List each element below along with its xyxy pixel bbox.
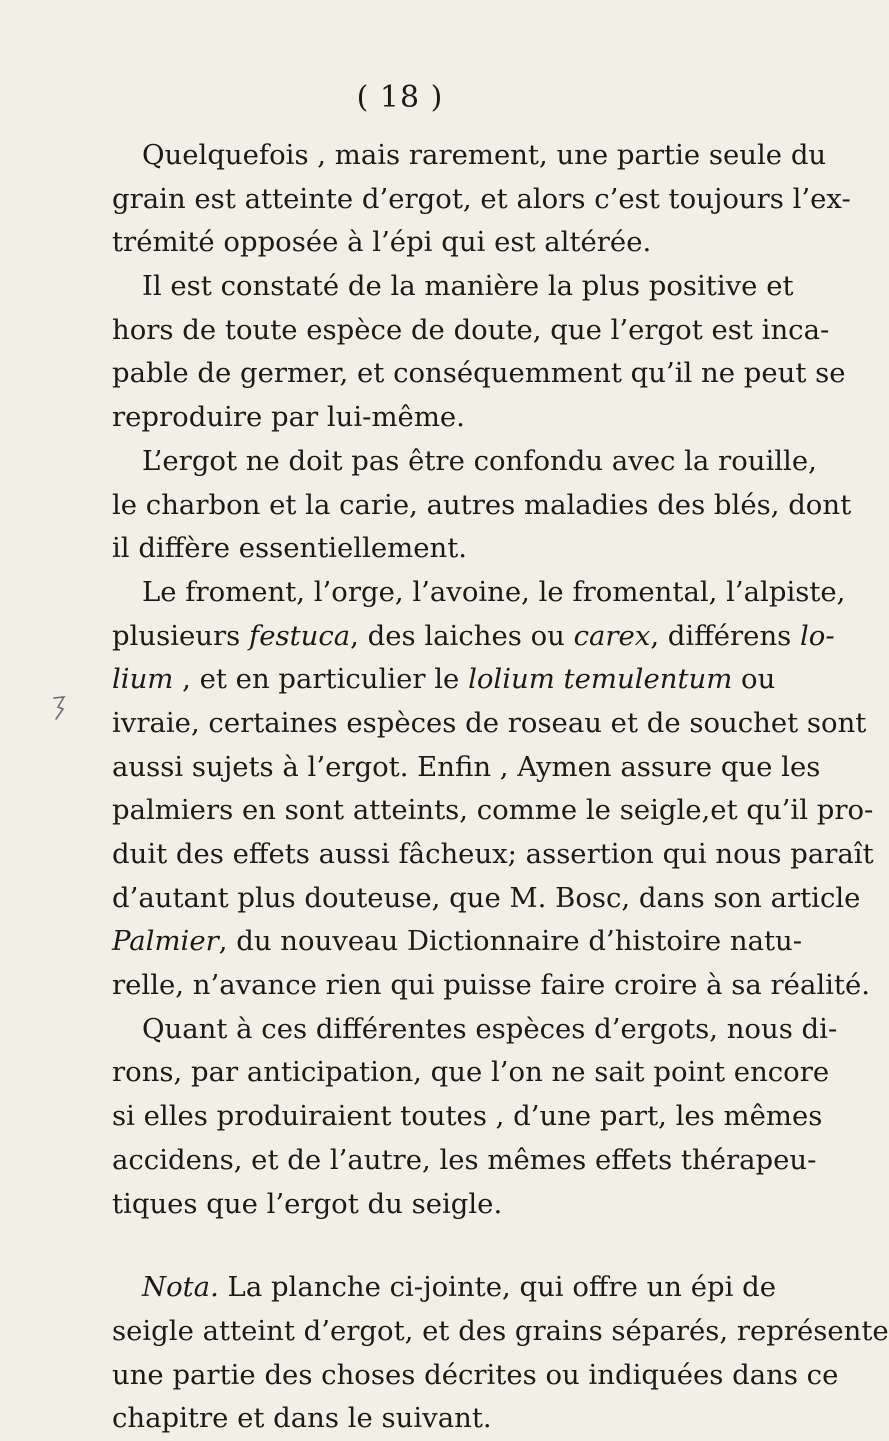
text-segment: ivraie, certaines espèces de roseau et de souchet sont: [112, 706, 867, 739]
text-segment: si elles produiraient toutes , d’une part, les mêmes: [112, 1100, 823, 1133]
text-segment: plusieurs: [112, 619, 250, 652]
italic-term: Nota.: [142, 1271, 219, 1304]
text-line: [112, 440, 817, 484]
text-segment: , et en particulier le: [173, 663, 469, 696]
text-segment: chapitre et dans le suivant.: [112, 1402, 492, 1435]
text-segment: d’autant plus douteuse, que M. Bosc, dans son article: [112, 881, 861, 914]
italic-term: festuca: [249, 619, 351, 652]
text-line: [112, 1266, 777, 1310]
page-number: ( 18 ): [356, 80, 444, 115]
text-segment: relle, n’avance rien qui puisse faire croire à sa réalité.: [112, 969, 870, 1002]
margin-pencil-mark: [52, 695, 66, 721]
text-line: [112, 134, 827, 178]
text-line: [112, 746, 821, 790]
text-line: [112, 1051, 830, 1095]
italic-term: lolium temulentum: [468, 663, 733, 696]
text-segment: ou: [732, 663, 776, 696]
text-line: [112, 877, 861, 921]
text-segment: , différens: [650, 619, 801, 652]
text-segment: , du nouveau Dictionnaire d’histoire natu-: [218, 925, 803, 958]
text-line: [112, 920, 803, 964]
italic-term: lo-: [800, 619, 835, 652]
text-line: [112, 484, 852, 528]
text-segment: il diffère essentiellement.: [112, 532, 468, 565]
text-segment: Quant à ces différentes espèces d’ergots, nous di-: [142, 1012, 838, 1045]
text-line: [112, 1397, 752, 1441]
text-line: [112, 1310, 889, 1354]
text-segment: Il est constaté de la manière la plus positive et: [142, 270, 794, 303]
text-segment: une partie des choses décrites ou indiquées dans ce: [112, 1358, 839, 1391]
italic-term: Palmier: [112, 925, 219, 958]
text-line: [112, 615, 835, 659]
text-line: [112, 178, 851, 222]
text-line: [112, 221, 752, 265]
text-segment: La planche ci-jointe, qui offre un épi de: [218, 1271, 777, 1304]
text-line: [112, 396, 752, 440]
text-line: [112, 658, 776, 702]
text-segment: , des laiches ou: [350, 619, 574, 652]
text-segment: seigle atteint d’ergot, et des grains séparés, représente: [112, 1314, 889, 1347]
text-segment: aussi sujets à l’ergot. Enfin , Aymen assure que les: [112, 750, 821, 783]
text-line: [112, 1095, 823, 1139]
text-line: [112, 352, 846, 396]
text-line: [112, 309, 830, 353]
text-segment: duit des effets aussi fâcheux; assertion qui nous paraît: [112, 838, 874, 870]
text-line: [112, 265, 794, 309]
text-segment: accidens, et de l’autre, les mêmes effets thérapeu-: [112, 1143, 817, 1176]
text-line: [112, 1139, 817, 1183]
text-segment: grain est atteinte d’ergot, et alors c’est toujours l’ex-: [112, 182, 851, 215]
text-segment: palmiers en sont atteints, comme le seigle,et qu’il pro-: [112, 794, 874, 827]
text-segment: rons, par anticipation, que l’on ne sait point encore: [112, 1056, 830, 1089]
text-line: [112, 1354, 839, 1398]
text-segment: L’ergot ne doit pas être confondu avec la rouille,: [142, 444, 817, 477]
paragraph-gap: [112, 1226, 752, 1266]
text-line: [112, 1008, 838, 1052]
text-line: [112, 964, 870, 1008]
text-segment: reproduire par lui-même.: [112, 401, 465, 434]
text-segment: Le froment, l’orge, l’avoine, le fromental, l’alpiste,: [142, 575, 846, 608]
italic-term: lium: [112, 663, 174, 696]
text-segment: hors de toute espèce de doute, que l’ergot est inca-: [112, 313, 830, 346]
text-segment: trémité opposée à l’épi qui est altérée.: [112, 226, 652, 259]
text-segment: le charbon et la carie, autres maladies des blés, dont: [112, 488, 852, 521]
text-segment: tiques que l’ergot du seigle.: [112, 1187, 503, 1220]
text-line: [112, 1183, 752, 1227]
text-segment: Quelquefois , mais rarement, une partie seule du: [142, 139, 827, 171]
text-segment: pable de germer, et conséquemment qu’il ne peut se: [112, 357, 846, 390]
text-line: [112, 833, 874, 877]
text-line: [112, 571, 846, 615]
italic-term: carex: [573, 619, 651, 652]
text-line: [112, 702, 867, 746]
body-text: [112, 134, 889, 1441]
text-line: [112, 789, 874, 833]
text-line: [112, 527, 752, 571]
